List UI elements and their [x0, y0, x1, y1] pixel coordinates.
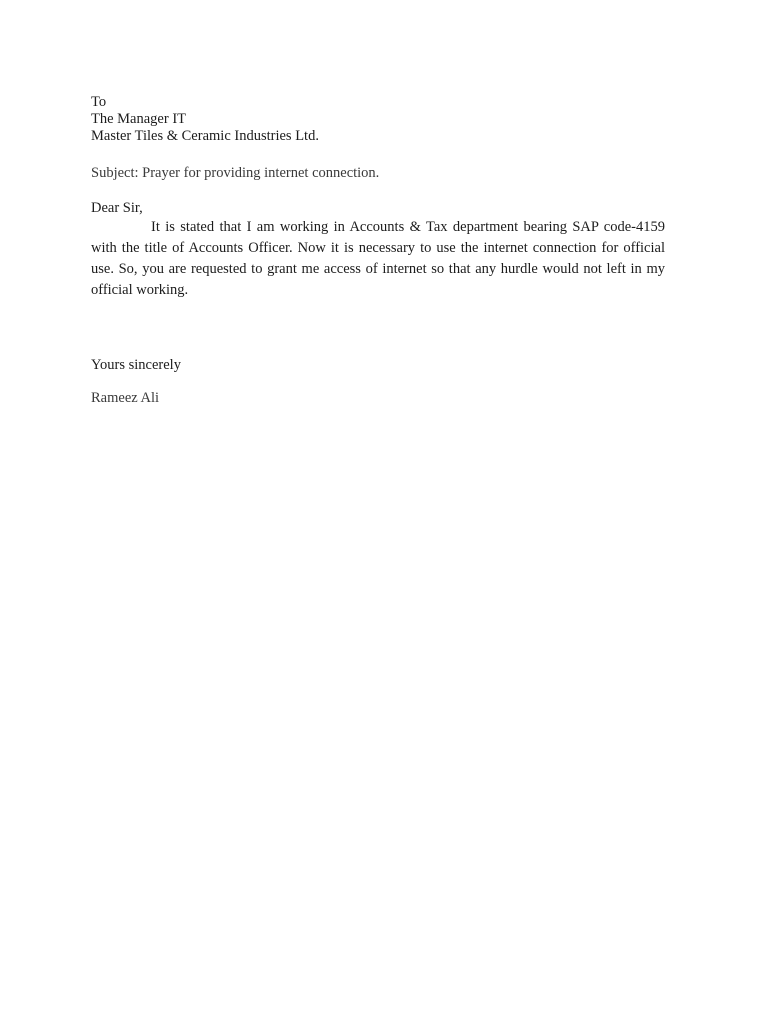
letter-greeting: Dear Sir,: [91, 200, 143, 216]
letter-subject: Subject: Prayer for providing internet connection.: [91, 165, 380, 181]
letter-closing: Yours sincerely: [91, 357, 181, 373]
address-company: Master Tiles & Ceramic Industries Ltd.: [91, 128, 319, 144]
address-recipient: The Manager IT: [91, 111, 187, 127]
letter-body: It is stated that I am working in Accounts & Tax department bearing SAP code-4159 with the title of Accounts Officer. Now it is necessary to use the internet connection for official use. So, you are requested to grant me access of internet so that any hurdle would not left in my official working.: [91, 219, 665, 298]
letter-signature: Rameez Ali: [91, 390, 160, 406]
address-to: To: [91, 94, 107, 110]
letter: [91, 94, 671, 407]
recipient-address: [91, 94, 671, 145]
